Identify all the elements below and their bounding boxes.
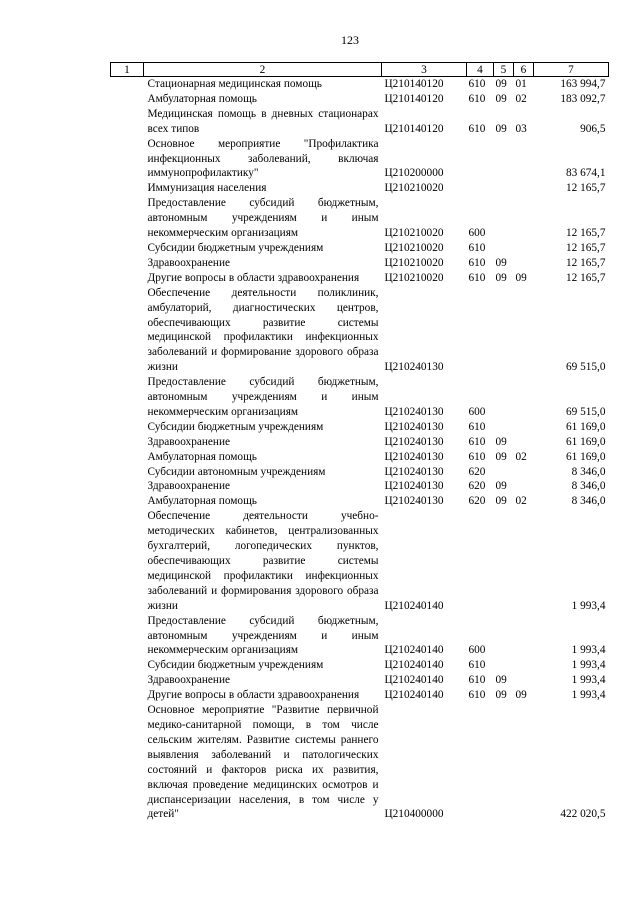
row-spacer-cell	[111, 92, 144, 107]
row-subsection	[514, 286, 534, 375]
row-amount: 1 993,4	[571, 674, 606, 687]
header-col-4: 4	[467, 63, 494, 77]
table-row	[111, 286, 609, 375]
table-row	[111, 107, 609, 137]
row-section	[494, 375, 514, 420]
row-amount: 69 515,0	[565, 361, 606, 374]
header-col-2: 2	[144, 63, 382, 77]
row-amount: 61 169,0	[565, 450, 606, 463]
row-amount: 1 993,4	[571, 599, 606, 612]
row-section: 09	[495, 92, 507, 105]
table-row	[111, 673, 609, 688]
row-spacer-cell	[111, 420, 144, 435]
row-section	[494, 286, 514, 375]
row-amount: 12 165,7	[565, 227, 606, 240]
row-subsection: 09	[515, 271, 527, 284]
row-name: Предоставление субсидий бюджетным, автономным учреждениям и иным некоммерческим организациям	[147, 376, 379, 418]
row-name: Иммунизация населения	[147, 182, 267, 195]
row-amount: 8 346,0	[571, 495, 606, 508]
row-amount: 906,5	[580, 122, 606, 135]
row-name: Предоставление субсидий бюджетным, автономным учреждениям и иным некоммерческим организациям	[147, 197, 379, 240]
row-expense-type: 620	[468, 480, 486, 493]
row-section	[494, 137, 514, 182]
table-row	[111, 479, 609, 494]
table-row	[111, 375, 609, 420]
row-expense-type: 610	[468, 241, 486, 254]
row-name: Медицинская помощь в дневных стационарах всех типов	[147, 107, 379, 135]
row-subsection	[514, 435, 534, 450]
row-code: Ц210210020	[384, 271, 444, 284]
table-row	[111, 77, 609, 92]
table-row	[111, 465, 609, 480]
row-expense-type: 610	[468, 271, 486, 284]
row-expense-type: 610	[468, 435, 486, 448]
row-code: Ц210210020	[384, 182, 444, 195]
row-expense-type	[467, 509, 494, 613]
row-spacer-cell	[111, 614, 144, 659]
row-subsection	[514, 196, 534, 241]
row-subsection	[514, 420, 534, 435]
row-spacer-cell	[111, 181, 144, 196]
row-name: Субсидии бюджетным учреждениям	[147, 420, 324, 433]
table-row	[111, 494, 609, 509]
row-expense-type	[467, 137, 494, 182]
row-expense-type: 610	[468, 122, 486, 135]
header-col-3: 3	[382, 63, 467, 77]
row-section	[494, 420, 514, 435]
header-col-7: 7	[534, 63, 609, 77]
page-number: 123	[341, 33, 359, 47]
row-section: 09	[495, 689, 507, 702]
row-amount: 183 092,7	[560, 92, 606, 105]
row-section: 09	[495, 450, 507, 463]
row-amount: 12 165,7	[565, 241, 606, 254]
row-amount: 163 994,7	[560, 78, 606, 90]
row-expense-type: 610	[468, 450, 486, 463]
row-amount: 1 993,4	[571, 659, 606, 672]
row-code: Ц210240130	[384, 450, 444, 463]
row-spacer-cell	[111, 256, 144, 271]
row-expense-type: 610	[468, 256, 486, 269]
row-spacer-cell	[111, 435, 144, 450]
row-spacer-cell	[111, 271, 144, 286]
header-col-1: 1	[111, 63, 144, 77]
row-spacer-cell	[111, 673, 144, 688]
row-name: Обеспечение деятельности учебно-методических кабинетов, централизованных бухгалтерий, логопедических пунктов, обеспечивающих развитие системы медицинской профилактики инфекционных заболеваний и формирования здорового образа жизни	[147, 510, 379, 612]
row-section	[494, 196, 514, 241]
row-section: 09	[495, 256, 507, 269]
row-name: Здравоохранение	[147, 480, 231, 493]
row-section	[494, 509, 514, 613]
row-amount: 61 169,0	[565, 435, 606, 448]
row-subsection: 02	[515, 450, 527, 463]
row-code: Ц210240130	[384, 420, 444, 433]
row-expense-type: 600	[468, 405, 486, 418]
row-spacer-cell	[111, 450, 144, 465]
row-subsection	[514, 479, 534, 494]
row-subsection: 03	[515, 122, 527, 135]
row-section	[494, 241, 514, 256]
row-section: 09	[495, 271, 507, 284]
row-subsection	[514, 137, 534, 182]
row-name: Другие вопросы в области здравоохранения	[147, 689, 360, 702]
row-spacer-cell	[111, 77, 144, 92]
header-row	[111, 63, 609, 77]
row-spacer-cell	[111, 703, 144, 822]
row-subsection: 02	[515, 92, 527, 105]
row-name: Амбулаторная помощь	[147, 92, 257, 105]
row-code: Ц210240130	[384, 495, 444, 508]
row-name: Амбулаторная помощь	[147, 495, 257, 508]
row-expense-type: 610	[468, 659, 486, 672]
row-section	[494, 181, 514, 196]
row-code: Ц210240130	[384, 480, 444, 493]
row-spacer-cell	[111, 658, 144, 673]
row-spacer-cell	[111, 688, 144, 703]
row-subsection	[514, 256, 534, 271]
table-row	[111, 241, 609, 256]
row-expense-type: 610	[468, 420, 486, 433]
row-spacer-cell	[111, 494, 144, 509]
row-amount: 1 993,4	[571, 689, 606, 702]
table-row	[111, 658, 609, 673]
row-code: Ц210240130	[384, 405, 444, 418]
row-code: Ц210240140	[384, 689, 444, 702]
row-amount: 12 165,7	[565, 182, 606, 195]
row-expense-type: 610	[468, 78, 486, 90]
row-code: Ц210240140	[384, 644, 444, 657]
row-spacer-cell	[111, 196, 144, 241]
row-name: Здравоохранение	[147, 435, 231, 448]
row-amount: 1 993,4	[571, 644, 606, 657]
row-spacer-cell	[111, 509, 144, 613]
row-spacer-cell	[111, 479, 144, 494]
table-row	[111, 137, 609, 182]
row-code: Ц210140120	[384, 78, 444, 90]
row-expense-type	[467, 181, 494, 196]
row-name: Обеспечение деятельности поликлиник, амбулаторий, диагностических центров, обеспечивающих развитие системы медицинской профилактики инфекционных заболеваний и формирование здорового образа жизни	[147, 286, 379, 374]
row-spacer-cell	[111, 107, 144, 137]
table-row	[111, 420, 609, 435]
budget-table	[110, 62, 609, 822]
row-subsection	[514, 673, 534, 688]
row-expense-type: 600	[468, 227, 486, 240]
row-name: Стационарная медицинская помощь	[147, 78, 322, 90]
table-row	[111, 181, 609, 196]
table-row	[111, 703, 609, 822]
row-amount: 83 674,1	[565, 167, 606, 180]
row-subsection	[514, 658, 534, 673]
row-code: Ц210240130	[384, 465, 444, 478]
row-code: Ц210140120	[384, 92, 444, 105]
table-row	[111, 196, 609, 241]
row-subsection: 09	[515, 689, 527, 702]
row-section: 09	[495, 674, 507, 687]
row-name: Основное мероприятие "Развитие первичной медико-санитарной помощи, в том числе сельским жителям. Развитие системы раннего выявления заболеваний и патологических состояний и факторов риска их развития, включая проведение медицинских осмотров и диспансеризации населения, в том числе у детей"	[147, 704, 379, 821]
row-code: Ц210210020	[384, 241, 444, 254]
row-code: Ц210240140	[384, 674, 444, 687]
row-subsection	[514, 241, 534, 256]
table-row	[111, 92, 609, 107]
row-subsection	[514, 614, 534, 659]
row-name: Другие вопросы в области здравоохранения	[147, 271, 360, 284]
table-row	[111, 450, 609, 465]
row-spacer-cell	[111, 465, 144, 480]
row-name: Субсидии бюджетным учреждениям	[147, 659, 324, 672]
row-expense-type: 610	[468, 689, 486, 702]
row-section: 09	[495, 480, 507, 493]
row-name: Амбулаторная помощь	[147, 450, 257, 463]
row-amount: 8 346,0	[571, 480, 606, 493]
row-code: Ц210240130	[384, 361, 444, 374]
row-spacer-cell	[111, 241, 144, 256]
row-code: Ц210210020	[384, 256, 444, 269]
row-subsection: 02	[515, 495, 527, 508]
row-expense-type: 610	[468, 92, 486, 105]
row-name: Основное мероприятие "Профилактика инфекционных заболеваний, включая иммунопрофилактику"	[147, 137, 379, 180]
row-expense-type: 610	[468, 674, 486, 687]
row-name: Предоставление субсидий бюджетным, автономным учреждениям и иным некоммерческим организациям	[147, 614, 379, 657]
table-row	[111, 271, 609, 286]
row-name: Здравоохранение	[147, 674, 231, 687]
row-section: 09	[495, 78, 507, 90]
header-col-6: 6	[514, 63, 534, 77]
table-row	[111, 435, 609, 450]
row-expense-type	[467, 703, 494, 822]
row-section	[494, 703, 514, 822]
row-section	[494, 658, 514, 673]
row-spacer-cell	[111, 286, 144, 375]
row-section: 09	[495, 122, 507, 135]
row-expense-type: 620	[468, 465, 486, 478]
row-code: Ц210240140	[384, 659, 444, 672]
row-code: Ц210200000	[384, 167, 444, 180]
row-amount: 8 346,0	[571, 465, 606, 478]
table-row	[111, 256, 609, 271]
row-section: 09	[495, 435, 507, 448]
row-amount: 61 169,0	[565, 420, 606, 433]
row-amount: 12 165,7	[565, 271, 606, 284]
row-subsection	[514, 703, 534, 822]
row-code: Ц210240130	[384, 435, 444, 448]
row-subsection	[514, 509, 534, 613]
row-section	[494, 465, 514, 480]
row-amount: 12 165,7	[565, 256, 606, 269]
row-code: Ц210400000	[384, 808, 444, 821]
row-subsection	[514, 465, 534, 480]
table-row	[111, 509, 609, 613]
row-spacer-cell	[111, 137, 144, 182]
header-col-5: 5	[494, 63, 514, 77]
row-spacer-cell	[111, 375, 144, 420]
row-section	[494, 614, 514, 659]
row-amount: 69 515,0	[565, 405, 606, 418]
row-subsection: 01	[515, 78, 527, 90]
row-name: Субсидии бюджетным учреждениям	[147, 241, 324, 254]
row-amount: 422 020,5	[560, 808, 606, 821]
table-row	[111, 688, 609, 703]
row-name: Здравоохранение	[147, 256, 231, 269]
row-code: Ц210240140	[384, 599, 444, 612]
row-subsection	[514, 181, 534, 196]
row-code: Ц210210020	[384, 227, 444, 240]
row-section: 09	[495, 495, 507, 508]
row-expense-type: 620	[468, 495, 486, 508]
row-name: Субсидии автономным учреждениям	[147, 465, 326, 478]
row-expense-type	[467, 286, 494, 375]
table-row	[111, 614, 609, 659]
row-subsection	[514, 375, 534, 420]
row-code: Ц210140120	[384, 122, 444, 135]
row-expense-type: 600	[468, 644, 486, 657]
